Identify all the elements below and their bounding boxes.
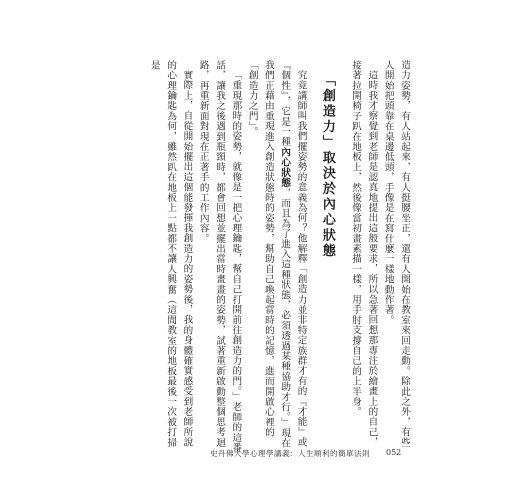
paragraph-2: 這時我才察覺到老師是認真地提出這般要求，所以急著回想那專注於繪畫上的自己，接著拉開椅子趴在地板上，然後像當初畫素描一樣，用手肘支撐自己的上半身。 bbox=[350, 60, 378, 447]
paragraph-4: 「重現那時的姿勢，就像是一把心理鑰匙，幫自己打開前往創造力的門。」老師的這番話，讓我之後遇到瓶頸時，都會回想並擺出當時畫畫的姿勢，試著重新啟動整個思考迴路，再重新面對現在正著手的工作內容。 bbox=[197, 60, 242, 453]
page-footer bbox=[0, 448, 520, 462]
vertical-text-block bbox=[112, 60, 412, 455]
paragraph-5: 實際上，自從開始擺出這個能發揮我創造力的姿勢後，我的身體確實感受到老師所說的心理鑰匙為何，雖然趴在地板上一點都不讓人興奮（這間教室的地板最後一次被打掃是 bbox=[148, 60, 193, 448]
book-title: 史丹佛大學心理學講義：人生順利的簡單法則 bbox=[210, 449, 370, 458]
page-number: 052 bbox=[386, 448, 402, 457]
paragraph-1: 造力姿勢，有人站起來，有人挺腰坐正，還有人開始在教室來回走動。除此之外，有些人開始把頭靠在桌邊低頭，手像是在寫什麼一樣地動作著。 bbox=[382, 60, 410, 448]
paragraph-3 bbox=[243, 60, 308, 455]
emphasis-inner-state: 內心狀態 bbox=[279, 147, 291, 188]
paragraph-3-text-a: 究竟講師叫我們擺姿勢的意義為何？他解釋「創造力並非特定族群才有的『才能』或『個性』，它是一種 bbox=[279, 60, 307, 447]
paragraph-3-text-b: ，而且為了進入這種狀態，必須透過某種協助才行。」現在我們正藉由重現進入創造狀態時的姿勢，幫助自己喚起當時的記憶，進而開啟心裡的「創造力之門」。 bbox=[246, 60, 291, 449]
section-heading: 「創造力」取決於內心狀態 bbox=[319, 73, 335, 259]
